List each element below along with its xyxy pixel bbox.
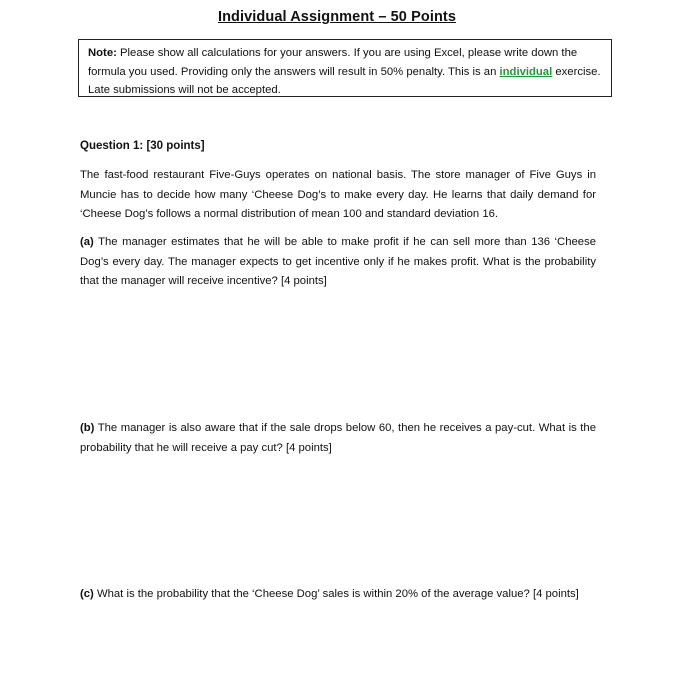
- question-1-part-c: [80, 585, 596, 605]
- page-title: Individual Assignment – 50 Points: [217, 9, 457, 25]
- note-label: Note:: [88, 47, 117, 59]
- note-text-after: exercise. Late submissions will not be accepted.: [88, 65, 601, 96]
- part-c-text: What is the probability that the ‘Cheese Dog’ sales is within 20% of the average value? [4 points]: [93, 588, 579, 600]
- note-text-before: Please show all calculations for your answers. If you are using Excel, please write down the formula you used. Providing only the answers will result in 50% penalty. This is an: [88, 47, 578, 78]
- question-1-part-a: [80, 233, 596, 292]
- note-emphasis-individual: individual: [499, 65, 553, 78]
- part-a-text: The manager estimates that he will be able to make profit if he can sell more than 136 ‘Cheese Dog’s every day. The manager expects to get incentive only if he makes profit. What is the probability that the manager will receive incentive? [4 points]: [80, 236, 596, 287]
- note-box: [78, 39, 612, 97]
- part-c-label: (c): [80, 588, 94, 600]
- part-b-label: (b): [80, 422, 95, 434]
- part-a-label: (a): [80, 236, 94, 248]
- question-1-intro: The fast-food restaurant Five-Guys operates on national basis. The store manager of Five Guys in Muncie has to decide how many ‘Cheese Dog’s to make every day. He learns that daily demand for ‘Cheese Dog’s follows a normal distribution of mean 100 and standard deviation 16.: [80, 169, 596, 220]
- question-1-heading: Question 1: [30 points]: [80, 140, 205, 152]
- question-1-part-b: [80, 419, 596, 458]
- part-b-text: The manager is also aware that if the sale drops below 60, then he receives a pay-cut. What is the probability that he will receive a pay cut? [4 points]: [80, 422, 596, 454]
